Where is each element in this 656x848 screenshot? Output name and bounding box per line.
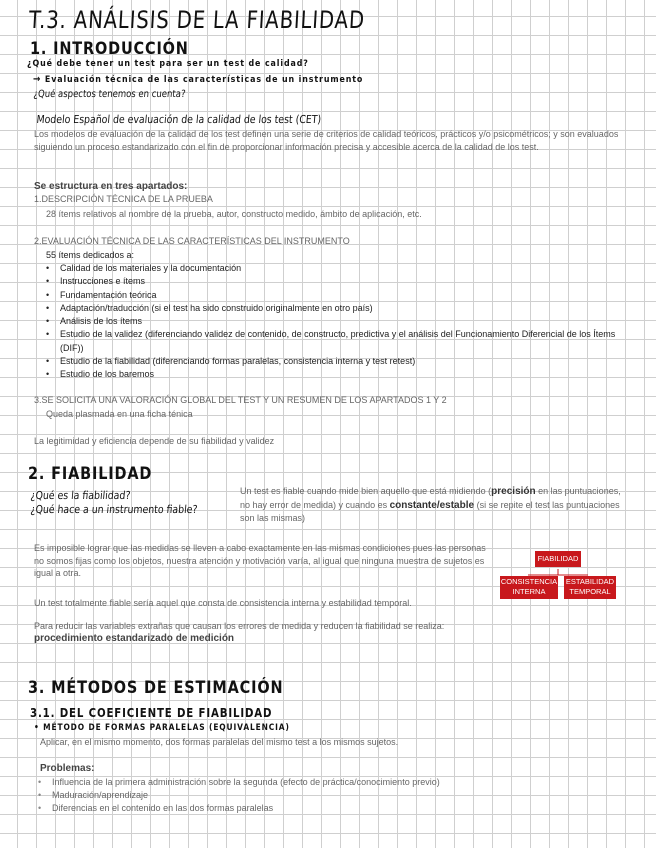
list-item: • Instrucciones e ítems xyxy=(44,275,629,288)
list-item: • Maduración/aprendizaje xyxy=(36,789,596,802)
method-heading: • MÉTODO DE FORMAS PARALELAS (EQUIVALENCIA) xyxy=(34,723,290,733)
definition-text: en las puntuaciones, no hay error de medida) y cuando es xyxy=(240,486,621,510)
list-item: • Influencia de la primera administración sobre la segunda (efecto de práctica/conocimiento previo) xyxy=(36,776,596,789)
definition-text: (si se repite el test las puntuaciones son las mismas) xyxy=(240,499,620,523)
standardized-procedure: procedimiento estandarizado de medición xyxy=(34,633,235,644)
problems-heading: Problemas: xyxy=(40,763,95,774)
definition-text: Un test es fiable cuando mide bien aquello que está midiendo ( xyxy=(240,486,492,496)
reduce-variables-text: Para reducir las variables extrañas que causan los errores de medida y reducen la fiabilidad se realiza: xyxy=(34,621,445,631)
model-heading: Modelo Español de evaluación de la calidad de los test (CET) xyxy=(36,113,322,126)
conclusion-text: La legitimidad y eficiencia depende de su fiabilidad y validez xyxy=(34,436,275,446)
impossibility-paragraph: Es imposible lograr que las medidas se lleven a cabo exactamente en las mismas condiciones pues las personas no somos fijas como los objetos, nuestra atención y motivación varía, al igual que ninguna muestra de sujetos es igual a otra. xyxy=(34,543,486,578)
section-a3-text: Queda plasmada en una ficha ténica xyxy=(46,409,193,419)
list-item: • Adaptación/traducción (si el test ha sido construido originalmente en otro país) xyxy=(44,302,629,315)
section-2-heading: 2. FIABILIDAD xyxy=(28,464,153,484)
definition-stable: constante/estable xyxy=(389,499,475,511)
structure-heading: Se estructura en tres apartados: xyxy=(34,181,188,192)
subsection-3-1-heading: 3.1. DEL COEFICIENTE DE FIABILIDAD xyxy=(30,706,273,720)
section-a1-text: 28 ítems relativos al nombre de la prueba, autor, constructo medido, ámbito de aplicación, etc. xyxy=(46,209,422,219)
model-paragraph: Los modelos de evaluación de la calidad de los test definen una serie de criterios de calidad teóricos, prácticos y/o psicométricos; y son evaluados siguiendo un proceso estandarizado con el fin de proporcionar información precisa y accesible acerca de la calidad de los test. xyxy=(34,129,619,152)
definition-paragraph xyxy=(240,485,632,525)
problems-list xyxy=(36,776,596,815)
list-item: • Estudio de la validez (diferenciando validez de contenido, de constructo, predictiva y el análisis del Funcionamiento Diferencial de los Ítems (DIF)) xyxy=(44,328,629,355)
page-title: T.3. ANÁLISIS DE LA FIABILIDAD xyxy=(28,6,366,34)
method-text: Aplicar, en el mismo momento, dos formas paralelas del mismo test a los mismos sujetos. xyxy=(40,737,399,747)
answer-evaluation-text: Evaluación técnica de las características de un instrumento xyxy=(44,75,364,85)
list-item: • Estudio de los baremos xyxy=(44,368,629,381)
question-quality: ¿Qué debe tener un test para ser un test de calidad? xyxy=(27,59,309,69)
section-a3-title: 3.SE SOLICITA UNA VALORACIÓN GLOBAL DEL TEST Y UN RESUMEN DE LOS APARTADOS 1 Y 2 xyxy=(34,395,447,405)
question-what-makes: ¿Qué hace a un instrumento fiable? xyxy=(30,503,199,516)
list-item: • Calidad de los materiales y la documentación xyxy=(44,262,629,275)
total-reliability-text: Un test totalmente fiable sería aquel que consta de consistencia interna y estabilidad temporal. xyxy=(34,598,412,608)
question-aspects: ¿Qué aspectos tenemos en cuenta? xyxy=(33,89,186,100)
diagram-temporal-stability: ESTABILIDAD TEMPORAL xyxy=(564,576,616,599)
section-1-heading: 1. INTRODUCCIÓN xyxy=(30,39,189,59)
question-what-is: ¿Qué es la fiabilidad? xyxy=(30,489,131,502)
list-item: • Fundamentación teórica xyxy=(44,289,629,302)
problems-label: Problemas xyxy=(40,763,92,774)
section-a2-title: 2.EVALUACIÓN TÉCNICA DE LAS CARACTERÍSTICAS DEL INSTRUMENTO xyxy=(34,236,350,246)
diagram-root: FIABILIDAD xyxy=(535,551,581,567)
list-item: • Estudio de la fiabilidad (diferenciando formas paralelas, consistencia interna y test retest) xyxy=(44,355,629,368)
diagram-internal-consistency: CONSISTENCIA INTERNA xyxy=(500,576,558,599)
section-3-heading: 3. MÉTODOS DE ESTIMACIÓN xyxy=(28,678,284,698)
section-a2-text: 55 ítems dedicados a: xyxy=(46,250,135,260)
list-item: • Análisis de los ítems xyxy=(44,315,629,328)
answer-evaluation xyxy=(33,74,363,85)
list-item: • Diferencias en el contenido en las dos formas paralelas xyxy=(36,802,596,815)
definition-precision: precisión xyxy=(491,486,536,497)
section-a1-title: 1.DESCRIPCIÓN TÉCNICA DE LA PRUEBA xyxy=(34,194,213,204)
section-a2-list xyxy=(44,262,629,382)
arrow-right-icon: → xyxy=(33,74,42,85)
